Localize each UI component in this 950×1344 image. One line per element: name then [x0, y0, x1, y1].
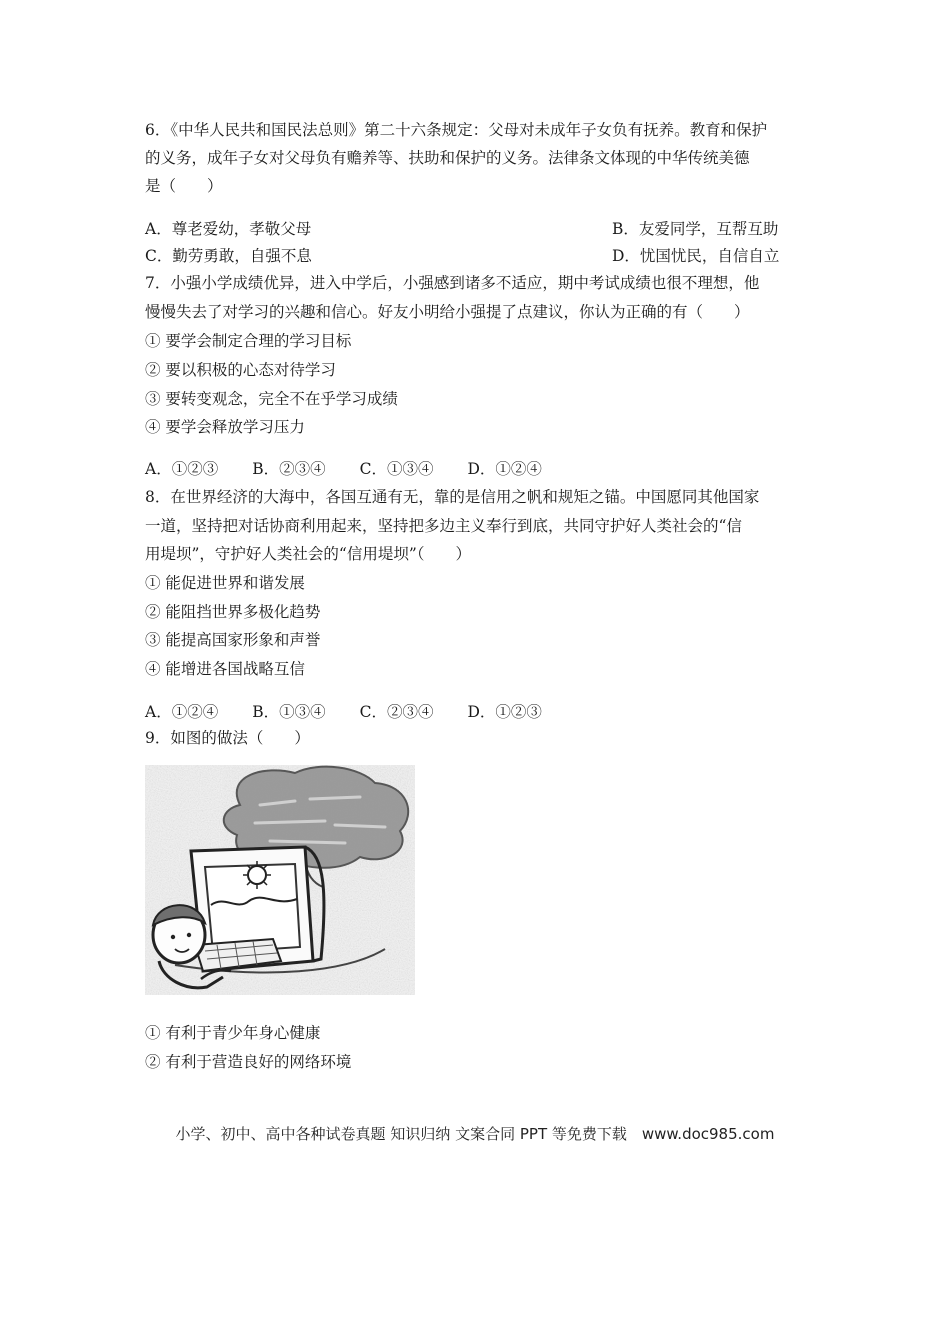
q7-line-1: 7．小强小学成绩优异，进入中学后，小强感到诸多不适应，期中考试成绩也很不理想，他: [145, 274, 760, 292]
q8-statement-1: ① 能促进世界和谐发展: [145, 574, 305, 592]
q7-statement-3: ③ 要转变观念，完全不在乎学习成绩: [145, 390, 398, 408]
q8-choice-a: A．①②④: [145, 703, 219, 721]
q9-illustration: [145, 765, 415, 995]
q7-choice-a: A．①②③: [145, 460, 219, 478]
q6-line-2: 的义务，成年子女对父母负有赡养等、扶助和保护的义务。法律条文体现的中华传统美德: [145, 149, 750, 167]
q7-statement-4: ④ 要学会释放学习压力: [145, 418, 305, 436]
q7-line-2: 慢慢失去了对学习的兴趣和信心。好友小明给小强提了点建议，你认为正确的有（ ）: [145, 303, 750, 321]
q6-option-d: D．忧国忧民，自信自立: [612, 247, 780, 265]
q6-option-c: C．勤劳勇敢，自强不息: [145, 247, 312, 265]
q6-line-1: 6．《中华人民共和国民法总则》第二十六条规定：父母对未成年子女负有抚养。教育和保护: [145, 121, 768, 139]
q8-line-2: 一道，坚持把对话协商利用起来，坚持把多边主义奉行到底，共同守护好人类社会的“信: [145, 517, 742, 535]
q7-choice-d: D．①②④: [467, 460, 542, 478]
q7-choice-b: B．②③④: [252, 460, 326, 478]
q6-option-b: B．友爱同学，互帮互助: [612, 220, 779, 238]
q8-line-1: 8．在世界经济的大海中，各国互通有无，靠的是信用之帆和规矩之锚。中国愿同其他国家: [145, 488, 760, 506]
q8-line-3: 用堤坝”，守护好人类社会的“信用堤坝”（ ）: [145, 545, 472, 563]
q8-statement-3: ③ 能提高国家形象和声誉: [145, 631, 321, 649]
q7-choices: [145, 459, 815, 479]
q9-line-1: 9．如图的做法（ ）: [145, 729, 310, 747]
child-computer-illustration: [145, 765, 415, 995]
q8-statement-4: ④ 能增进各国战略互信: [145, 660, 305, 678]
q8-statement-2: ② 能阻挡世界多极化趋势: [145, 603, 321, 621]
footer-note: 小学、初中、高中各种试卷真题 知识归纳 文案合同 PPT 等免费下载 www.doc985.com: [175, 1125, 775, 1143]
q8-choice-c: C．②③④: [359, 703, 434, 721]
q8-choice-b: B．①③④: [252, 703, 326, 721]
q7-statement-2: ② 要以积极的心态对待学习: [145, 361, 336, 379]
q9-statement-1: ① 有利于青少年身心健康: [145, 1024, 321, 1042]
q7-statement-1: ① 要学会制定合理的学习目标: [145, 332, 352, 350]
q8-choice-d: D．①②③: [467, 703, 542, 721]
q6-line-3: 是（ ）: [145, 177, 223, 195]
q7-choice-c: C．①③④: [359, 460, 434, 478]
q9-statement-2: ② 有利于营造良好的网络环境: [145, 1053, 352, 1071]
q6-option-a: A．尊老爱幼，孝敬父母: [145, 220, 312, 238]
q8-choices: [145, 702, 815, 722]
